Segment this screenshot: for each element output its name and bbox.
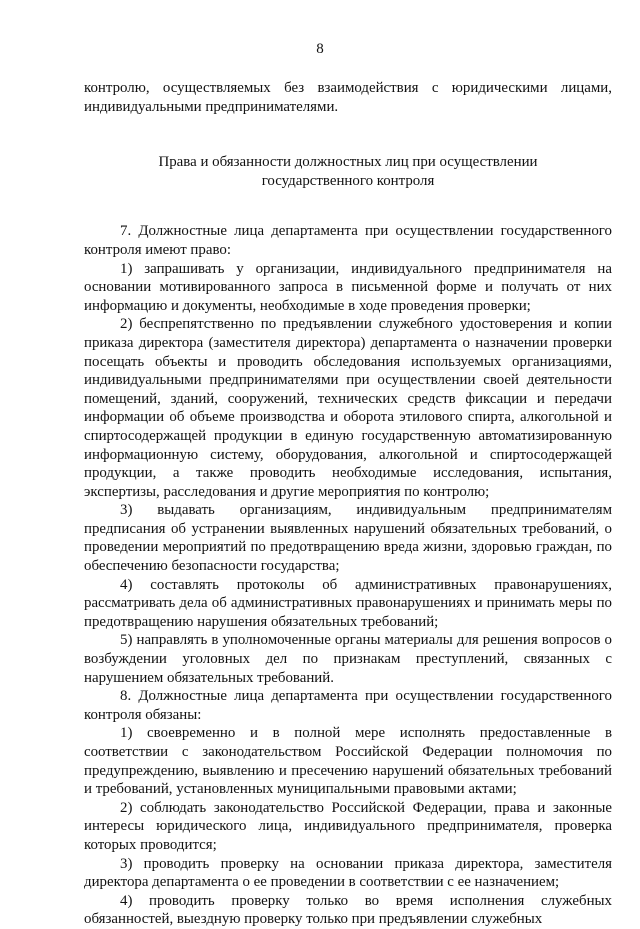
paragraph-7-item-2: 2) беспрепятственно по предъявлении служебного удостоверения и копии приказа директора (заместителя директора) департамента о назначении проверки посещать объекты и проводить обследования используемых организациями, индивидуальными предпринимателями при осуществлении своей деятельности помещений, зданий, сооружений, технических средств фиксации и передачи информации об объеме производства и оборота этилового спирта, алкогольной и спиртосодержащей продукции в единую государственную автоматизированную информационную систему, оборудования, алкогольной и спиртосодержащей продукции, а также проводить необходимые исследования, испытания, экспертизы, расследования и другие мероприятия по контролю; — [84, 316, 612, 500]
intro-paragraph: контролю, осуществляемых без взаимодействия с юридическими лицами, индивидуальными предпринимателями. — [84, 80, 612, 115]
page-number: 8 — [316, 41, 324, 57]
paragraph-8-item-3: 3) проводить проверку на основании приказа директора, заместителя директора департамента о ее проведении в соответствии с ее назначением; — [84, 855, 612, 891]
section-heading — [84, 153, 612, 190]
paragraph-7-item-3: 3) выдавать организациям, индивидуальным предпринимателям предписания об устранении выявленных нарушений обязательных требований, о проведении мероприятий по предотвращению вреда жизни, здоровью граждан, по обеспечению безопасности государства; — [84, 502, 612, 575]
section-heading-line-1: Права и обязанности должностных лиц при осуществлении — [158, 154, 538, 171]
paragraph-8-item-1: 1) своевременно и в полной мере исполнять предоставленные в соответствии с законодательством Российской Федерации полномочия по предупреждению, выявлению и пресечению нарушений обязательных требований и требований, установленных муниципальными правовыми актами; — [84, 725, 612, 798]
document-body — [84, 79, 612, 929]
paragraph-7-item-1: 1) запрашивать у организации, индивидуального предпринимателя на основании мотивированного запроса в письменной форме и получать от них информацию и документы, необходимые в ходе проведения проверки; — [84, 260, 612, 314]
paragraph-7-item-5: 5) направлять в уполномоченные органы материалы для решения вопросов о возбуждении уголовных дел по признакам преступлений, связанных с нарушением обязательных требований. — [84, 632, 612, 686]
paragraph-8-item-4: 4) проводить проверку только во время исполнения служебных обязанностей, выездную проверку только при предъявлении служебных — [84, 892, 612, 928]
paragraph-8: 8. Должностные лица департамента при осуществлении государственного контроля обязаны: — [84, 688, 612, 723]
paragraph-7: 7. Должностные лица департамента при осуществлении государственного контроля имеют право: — [84, 223, 612, 258]
paragraph-7-item-4: 4) составлять протоколы об административных правонарушениях, рассматривать дела об административных правонарушениях и принимать меры по предотвращению нарушения обязательных требований; — [84, 576, 612, 630]
paragraph-8-item-2: 2) соблюдать законодательство Российской Федерации, права и законные интересы юридического лица, индивидуального предпринимателя, проверка которых проводится; — [84, 799, 612, 853]
section-heading-line-2: государственного контроля — [261, 172, 435, 189]
